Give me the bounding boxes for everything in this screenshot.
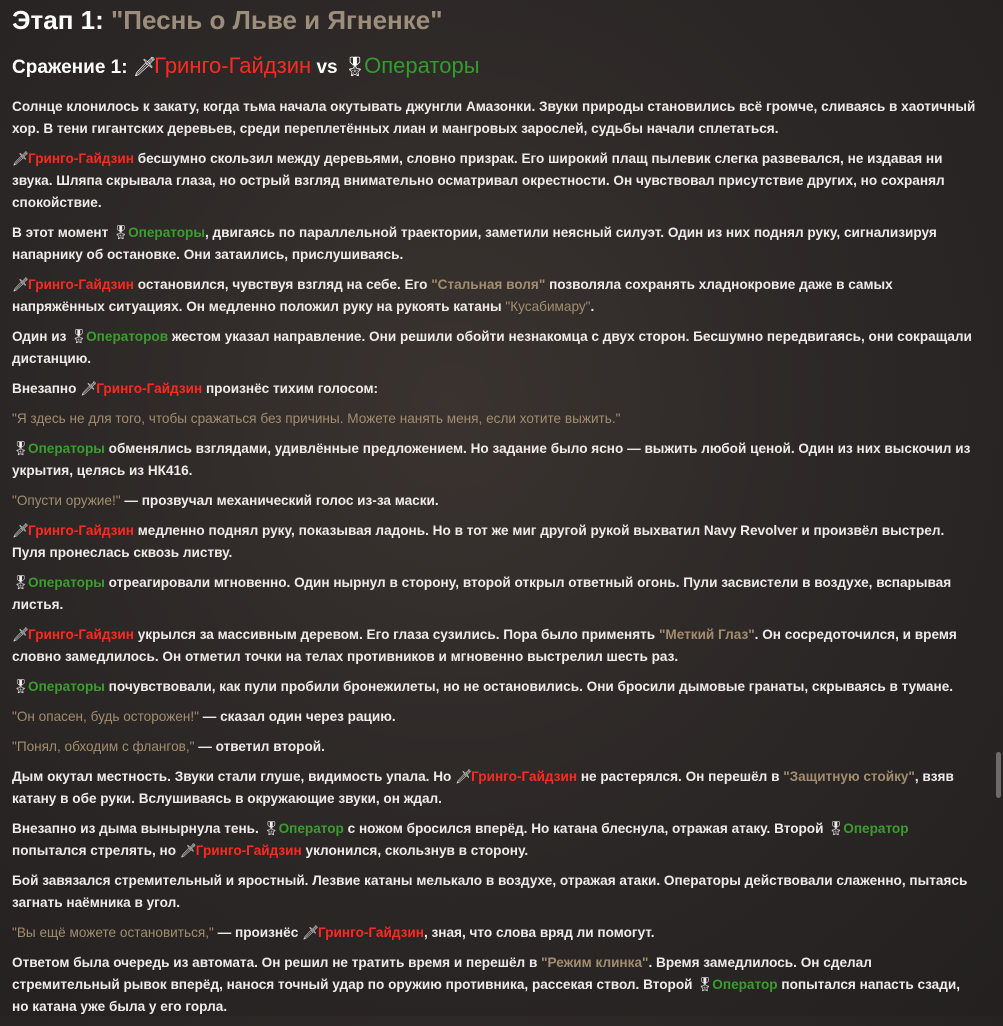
paragraph-text: попытался напасть сзади, но катана уже была у его горла.: [12, 977, 960, 1014]
paragraph-text: , взяв катану в обе руки. Вслушиваясь в окружающие звуки, он ждал.: [12, 769, 954, 806]
story-paragraph: [12, 624, 980, 668]
paragraph-text: , двигаясь по параллельной траектории, заметили неясный силуэт. Один из них поднял руку, сигнализируя напарнику об остановке. Они затаились, прислушиваясь.: [12, 225, 937, 262]
sword-icon: 🗡: [12, 151, 30, 166]
medal-icon: 🎖: [12, 575, 30, 590]
paragraph-text: отреагировали мгновенно. Один нырнул в сторону, второй открыл ответный огонь. Пули засвистели в воздухе, вспарывая листья.: [12, 575, 952, 612]
fighter1-mention: Гринго-Гайдзин: [28, 627, 134, 642]
paragraph-text: жестом указал направление. Они решили обойти незнакомца с двух сторон. Бесшумно передвигаясь, они сокращали дистанцию.: [12, 329, 972, 366]
stage-quote: "Песнь о Льве и Ягненке": [110, 5, 443, 35]
fighter1-mention: Гринго-Гайдзин: [96, 381, 203, 396]
story-paragraph: [12, 572, 980, 616]
fighter1-name: Гринго-Гайдзин: [154, 53, 312, 78]
fighter2-mention: Операторы: [28, 575, 105, 590]
quoted-text: "Стальная воля": [431, 277, 546, 292]
paragraph-text: Бой завязался стремительный и яростный. Лезвие катаны мелькало в воздухе, отражая атаки. Операторы действовали слаженно, пытаясь загнать наёмника в угол.: [12, 873, 968, 910]
paragraph-text: обменялись взглядами, удивлённые предложением. Но задание было ясно — выжить любой ценой. Один из них выскочил из укрытия, целясь из НК416.: [12, 441, 971, 478]
medal-icon: 🎖: [12, 679, 30, 694]
medal-icon: 🎖: [696, 977, 714, 992]
sword-icon: 🗡: [179, 843, 198, 858]
quoted-text: "Кусабимару": [505, 299, 591, 314]
story-paragraph: [12, 922, 980, 944]
story-paragraph: [12, 408, 980, 430]
medal-icon: 🎖: [827, 821, 845, 836]
quoted-text: "Он опасен, будь осторожен!": [12, 709, 199, 724]
paragraph-text: — ответил второй.: [194, 739, 325, 754]
paragraph-text: медленно поднял руку, показывая ладонь. Но в тот же миг другой рукой выхватил Navy Revolver и произвёл выстрел. Пуля пронеслась сквозь листву.: [12, 523, 945, 560]
paragraph-text: позволяла сохранять хладнокровие даже в самых напряжённых ситуациях. Он медленно положил руку на рукоять катаны: [12, 277, 893, 314]
story-paragraphs: [12, 96, 980, 1018]
paragraph-text: произнёс тихим голосом:: [202, 381, 379, 396]
sword-icon: 🗡: [132, 57, 157, 78]
story-paragraph: [12, 438, 980, 482]
story-paragraph: [12, 870, 980, 914]
stage-label: Этап 1:: [12, 5, 104, 35]
paragraph-text: — прозвучал механический голос из-за маски.: [120, 493, 439, 508]
fighter2-mention: Оператор: [712, 977, 778, 992]
medal-icon: 🎖: [70, 329, 88, 344]
paragraph-text: попытался стрелять, но: [12, 843, 180, 858]
quoted-text: "Режим клинка": [541, 955, 649, 970]
story-paragraph: [12, 736, 980, 758]
fighter1-mention: Гринго-Гайдзин: [28, 277, 134, 292]
fighter2-mention: Операторы: [28, 441, 105, 456]
paragraph-text: Дым окутал местность. Звуки стали глуше, видимость упала. Но: [12, 769, 456, 784]
story-container: [12, 0, 980, 1026]
quoted-text: "Понял, обходим с флангов,": [12, 739, 195, 754]
scrollbar-thumb[interactable]: [996, 752, 1001, 798]
paragraph-text: почувствовали, как пули пробили бронежилеты, но не остановились. Они бросили дымовые гранаты, скрываясь в тумане.: [104, 679, 954, 694]
story-paragraph: [12, 96, 980, 140]
fighter1-mention: Гринго-Гайдзин: [28, 523, 134, 538]
fighter1-mention: Гринго-Гайдзин: [471, 769, 578, 784]
medal-icon: 🎖: [112, 225, 130, 240]
medal-icon: 🎖: [342, 57, 367, 78]
fighter2-mention: Операторов: [86, 329, 169, 344]
story-paragraph: [12, 490, 980, 512]
fighter2-name: Операторы: [364, 53, 480, 78]
quoted-text: "Вы ещё можете остановиться,": [12, 925, 214, 940]
fighter2-mention: Оператор: [278, 821, 344, 836]
story-paragraph: [12, 222, 980, 266]
paragraph-text: , зная, что слова вряд ли помогут.: [423, 925, 655, 940]
story-paragraph: [12, 274, 980, 318]
paragraph-text: уклонился, скользнув в сторону.: [301, 843, 529, 858]
sword-icon: 🗡: [12, 277, 30, 292]
story-paragraph: [12, 326, 980, 370]
story-paragraph: [12, 520, 980, 564]
quoted-text: "Меткий Глаз": [658, 627, 755, 642]
paragraph-text: укрылся за массивным деревом. Его глаза сузились. Пора было применять: [133, 627, 659, 642]
paragraph-text: Солнце клонилось к закату, когда тьма начала окутывать джунгли Амазонки. Звуки природы становились всё громче, сливаясь в хаотичный хор. В тени гигантских деревьев, среди переплетённых лиан и мангровых зарослей, судьбы начали сплетаться.: [12, 99, 976, 136]
quoted-text: "Я здесь не для того, чтобы сражаться без причины. Можете нанять меня, если хотите выжить.": [12, 411, 621, 426]
fighter1-mention: Гринго-Гайдзин: [195, 843, 302, 858]
paragraph-text: не растерялся. Он перешёл в: [577, 769, 784, 784]
paragraph-text: . Время замедлилось. Он сделал стремительный рывок вперёд, нанося точный удар по оружию противника, рассекая ствол. Второй: [12, 955, 872, 992]
story-paragraph: [12, 766, 980, 810]
story-paragraph: [12, 676, 980, 698]
quoted-text: "Опусти оружие!": [12, 493, 121, 508]
paragraph-text: Внезапно из дыма вынырнула тень.: [12, 821, 263, 836]
paragraph-text: Ответом была очередь из автомата. Он решил не тратить время и перешёл в: [12, 955, 542, 970]
sword-icon: 🗡: [80, 381, 98, 396]
sword-icon: 🗡: [302, 925, 320, 940]
fighter1-mention: Гринго-Гайдзин: [28, 151, 134, 166]
fighter2-mention: Оператор: [843, 821, 909, 836]
story-paragraph: [12, 148, 980, 214]
fighter2-mention: Операторы: [28, 679, 105, 694]
medal-icon: 🎖: [12, 441, 30, 456]
story-paragraph: [12, 706, 980, 728]
sword-icon: 🗡: [12, 523, 30, 538]
paragraph-text: — сказал один через рацию.: [198, 709, 396, 724]
story-paragraph: [12, 818, 980, 862]
stage-title: [12, 4, 980, 36]
paragraph-text: В этот момент: [12, 225, 113, 240]
paragraph-text: — произнёс: [213, 925, 303, 940]
paragraph-text: бесшумно скользил между деревьями, словно призрак. Его широкий плащ пылевик слегка развевался, не издавая ни звука. Шляпа скрывала глаза, но острый взгляд внимательно осматривал окрестности. Он чувствовал присутствие других, но сохранял спокойствие.: [12, 151, 945, 210]
sword-icon: 🗡: [12, 627, 30, 642]
vs-label: vs: [316, 57, 338, 78]
paragraph-text: с ножом бросился вперёд. Но катана блеснула, отражая атаку. Второй: [343, 821, 828, 836]
sword-icon: 🗡: [455, 769, 473, 784]
battle-title: [12, 52, 980, 82]
quoted-text: "Защитную стойку": [783, 769, 915, 784]
medal-icon: 🎖: [262, 821, 280, 836]
paragraph-text: остановился, чувствуя взгляд на себе. Его: [133, 277, 432, 292]
story-paragraph: [12, 378, 980, 400]
story-paragraph: [12, 952, 980, 1018]
fighter1-mention: Гринго-Гайдзин: [318, 925, 424, 940]
battle-label: Сражение 1:: [12, 57, 128, 78]
paragraph-text: Один из: [12, 329, 71, 344]
paragraph-text: Внезапно: [12, 381, 81, 396]
fighter2-mention: Операторы: [128, 225, 205, 240]
paragraph-text: .: [590, 299, 595, 314]
paragraph-text: . Он сосредоточился, и время словно замедлилось. Он отметил точки на телах противников и мгновенно выстрелил шесть раз.: [12, 627, 957, 664]
